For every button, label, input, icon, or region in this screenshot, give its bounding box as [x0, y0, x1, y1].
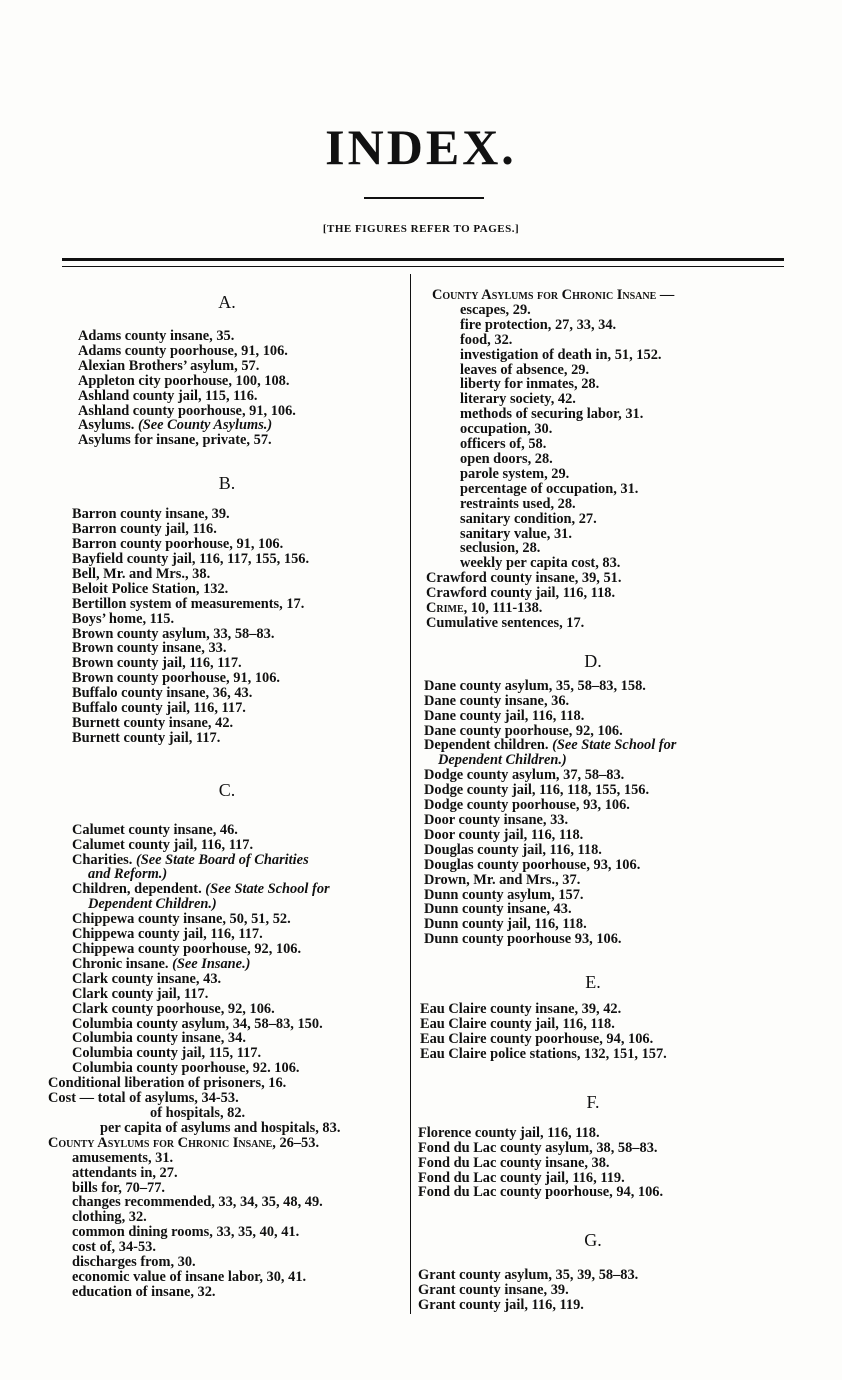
index-entry: Bell, Mr. and Mrs., 38. [72, 565, 211, 582]
index-entry: Buffalo county jail, 116, 117. [72, 700, 246, 717]
index-entry: Cumulative sentences, 17. [426, 614, 585, 631]
index-subentry: liberty for inmates, 28. [460, 376, 600, 393]
index-entry: Eau Claire county insane, 39, 42. [420, 1001, 622, 1018]
index-entry: Barron county jail, 116. [72, 521, 217, 538]
index-entry-continuation [48, 897, 406, 912]
index-entry: Brown county poorhouse, 91, 106. [72, 670, 281, 687]
index-entry: Calumet county jail, 116, 117. [72, 836, 254, 853]
index-entry: Ashland county jail, 115, 116. [78, 387, 258, 404]
index-entry: Bayfield county jail, 116, 117, 155, 156. [72, 550, 310, 567]
index-entry: Dunn county asylum, 157. [424, 886, 584, 903]
section-letter-a: A. [218, 292, 236, 312]
entry-text: Children, dependent. [72, 881, 202, 898]
index-entry: Clark county jail, 117. [72, 985, 209, 1002]
index-subentry: seclusion, 28. [460, 540, 541, 557]
index-subentry: common dining rooms, 33, 35, 40, 41. [72, 1224, 300, 1241]
index-entry [48, 853, 406, 868]
index-subentry: restraints used, 28. [460, 495, 576, 512]
index-entry: Crime, 10, 111-138. [426, 600, 543, 617]
index-entry: Dane county jail, 116, 118. [424, 707, 585, 724]
index-subentry: methods of securing labor, 31. [460, 406, 644, 423]
index-entry: Clark county insane, 43. [72, 970, 222, 987]
index-subentry: investigation of death in, 51, 152. [460, 346, 662, 363]
index-subentry: parole system, 29. [460, 465, 570, 482]
index-entry: Beloit Police Station, 132. [72, 580, 229, 597]
index-entry: Chippewa county poorhouse, 92, 106. [72, 941, 302, 957]
index-entry: Brown county asylum, 33, 58–83. [72, 625, 275, 642]
index-entry: Barron county poorhouse, 91, 106. [72, 536, 284, 553]
index-entry: Eau Claire county jail, 116, 118. [420, 1016, 615, 1033]
index-entry: Burnett county jail, 117. [72, 729, 221, 746]
index-entry: Chippewa county insane, 50, 51, 52. [72, 911, 291, 928]
cross-reference: (See State Board of Charities [135, 851, 309, 868]
section-letter-e: E. [585, 972, 601, 993]
index-entry: Douglas county jail, 116, 118. [424, 841, 602, 858]
index-entry: Columbia county poorhouse, 92. 106. [72, 1060, 300, 1077]
index-entry: Bertillon system of measurements, 17. [72, 595, 305, 612]
index-subentry: literary society, 42. [460, 391, 576, 408]
page-note: [THE FIGURES REFER TO PAGES.] [322, 223, 520, 235]
index-entry: Crawford county jail, 116, 118. [426, 585, 616, 602]
index-entry: Adams county insane, 35. [78, 328, 235, 344]
entry-text: Dependent children. [424, 737, 549, 754]
section-letter-b: B. [218, 473, 236, 494]
index-entry-continuation [418, 753, 786, 768]
index-entry: Adams county poorhouse, 91, 106. [78, 342, 288, 359]
index-entry: Conditional liberation of prisoners, 16. [48, 1075, 287, 1092]
index-subentry: weekly per capita cost, 83. [460, 555, 621, 572]
index-entry: Barron county insane, 39. [72, 506, 230, 523]
index-entry: Douglas county poorhouse, 93, 106. [424, 856, 641, 873]
index-entry: Dunn county poorhouse 93, 106. [424, 931, 622, 948]
index-entry [418, 738, 786, 753]
index-entry: County Asylums for Chronic Insane, 26–53. [48, 1134, 320, 1151]
section-letter-f: F. [586, 1091, 600, 1112]
cross-reference: Dependent Children.) [438, 752, 567, 769]
index-entry: Columbia county insane, 34. [72, 1030, 246, 1047]
index-entry: Dunn county jail, 116, 118. [424, 916, 587, 933]
column-divider [410, 274, 411, 1314]
index-entry: Grant county insane, 39. [418, 1282, 569, 1299]
index-subentry: economic value of insane labor, 30, 41. [72, 1268, 307, 1285]
entry-text: Asylums. [78, 417, 135, 434]
index-entry: Calumet county insane, 46. [72, 821, 238, 838]
index-entry-continuation [48, 867, 406, 882]
index-subentry: food, 32. [460, 331, 513, 348]
index-entry: Ashland county poorhouse, 91, 106. [78, 402, 296, 419]
index-subentry: cost of, 34-53. [72, 1239, 156, 1256]
index-entry: Fond du Lac county poorhouse, 94, 106. [418, 1184, 664, 1201]
index-entry: Crawford county insane, 39, 51. [426, 570, 622, 587]
index-entry: Alexian Brothers’ asylum, 57. [78, 357, 260, 374]
index-entry: Dodge county asylum, 37, 58–83. [424, 767, 625, 784]
index-subentry: escapes, 29. [460, 301, 531, 318]
index-entry: Brown county jail, 116, 117. [72, 655, 242, 672]
cross-reference: Dependent Children.) [88, 896, 217, 913]
index-entry: Dane county poorhouse, 92, 106. [424, 722, 623, 739]
index-subentry: attendants in, 27. [72, 1164, 178, 1181]
index-entry: Buffalo county insane, 36, 43. [72, 685, 253, 702]
index-subentry: per capita of asylums and hospitals, 83. [100, 1119, 341, 1136]
index-entry: Clark county poorhouse, 92, 106. [72, 1000, 275, 1017]
index-entry: Grant county asylum, 35, 39, 58–83. [418, 1267, 639, 1284]
index-entry: Dunn county insane, 43. [424, 901, 572, 918]
index-entry: Fond du Lac county asylum, 38, 58–83. [418, 1139, 658, 1156]
index-entry: Columbia county asylum, 34, 58–83, 150. [72, 1015, 323, 1032]
entry-text: Charities. [72, 851, 133, 868]
index-subentry: discharges from, 30. [72, 1254, 196, 1271]
index-subentry: sanitary value, 31. [460, 525, 572, 542]
index-entry: County Asylums for Chronic Insane — [432, 287, 675, 303]
index-entry: Eau Claire county poorhouse, 94, 106. [420, 1030, 654, 1047]
section-letter-c: C. [218, 779, 236, 800]
index-entry: Cost — total of asylums, 34-53. [48, 1090, 239, 1107]
index-subentry: officers of, 58. [460, 436, 547, 453]
index-subentry: fire protection, 27, 33, 34. [460, 316, 617, 333]
index-entry: Florence county jail, 116, 118. [418, 1124, 600, 1141]
index-subentry: changes recommended, 33, 34, 35, 48, 49. [72, 1194, 323, 1211]
cross-reference: (See State School for [205, 881, 330, 898]
index-entry [48, 957, 406, 972]
index-column-right [418, 288, 786, 1313]
index-entry: Fond du Lac county insane, 38. [418, 1154, 610, 1171]
index-entry: Appleton city poorhouse, 100, 108. [78, 372, 290, 389]
title-rule [364, 197, 484, 199]
cross-reference: (See Insane.) [172, 955, 251, 972]
cross-reference: (See County Asylums.) [138, 417, 273, 434]
index-entry [48, 882, 406, 897]
cross-reference: and Reform.) [88, 866, 168, 883]
index-entry: Chippewa county jail, 116, 117. [72, 926, 263, 943]
index-subentry: occupation, 30. [460, 421, 553, 438]
index-subentry: leaves of absence, 29. [460, 361, 590, 378]
index-entry: Asylums for insane, private, 57. [78, 432, 272, 449]
index-entry: Dodge county poorhouse, 93, 106. [424, 797, 630, 814]
index-entry: Dane county insane, 36. [424, 692, 570, 709]
index-entry: Columbia county jail, 115, 117. [72, 1045, 262, 1062]
page-title: INDEX. [325, 119, 517, 175]
index-entry: Fond du Lac county jail, 116, 119. [418, 1169, 625, 1186]
index-entry [48, 418, 406, 433]
index-subentry: open doors, 28. [460, 450, 553, 467]
index-subentry: amusements, 31. [72, 1149, 174, 1166]
index-column-left [48, 288, 406, 1300]
index-entry: Grant county jail, 116, 119. [418, 1297, 584, 1314]
index-entry: Boys’ home, 115. [72, 610, 175, 627]
index-subentry: percentage of occupation, 31. [460, 480, 639, 497]
header-double-rule [62, 258, 784, 267]
section-letter-g: G. [584, 1230, 602, 1251]
index-subentry: of hospitals, 82. [150, 1104, 246, 1121]
index-entry: Eau Claire police stations, 132, 151, 157. [420, 1045, 667, 1062]
index-subentry: clothing, 32. [72, 1209, 147, 1226]
index-entry: Burnett county insane, 42. [72, 714, 234, 731]
index-entry: Door county insane, 33. [424, 812, 569, 828]
index-entry: Brown county insane, 33. [72, 640, 227, 657]
index-subentry: sanitary condition, 27. [460, 510, 597, 527]
index-entry: Drown, Mr. and Mrs., 37. [424, 871, 581, 888]
index-entry: Dodge county jail, 116, 118, 155, 156. [424, 782, 650, 799]
index-entry: Door county jail, 116, 118. [424, 826, 584, 843]
index-subentry: education of insane, 32. [72, 1283, 216, 1300]
entry-text: Chronic insane. [72, 955, 169, 972]
index-subentry: bills for, 70–77. [72, 1179, 166, 1196]
index-entry: Dane county asylum, 35, 58–83, 158. [424, 677, 646, 694]
section-letter-d: D. [584, 650, 602, 671]
cross-reference: (See State School for [552, 737, 677, 754]
